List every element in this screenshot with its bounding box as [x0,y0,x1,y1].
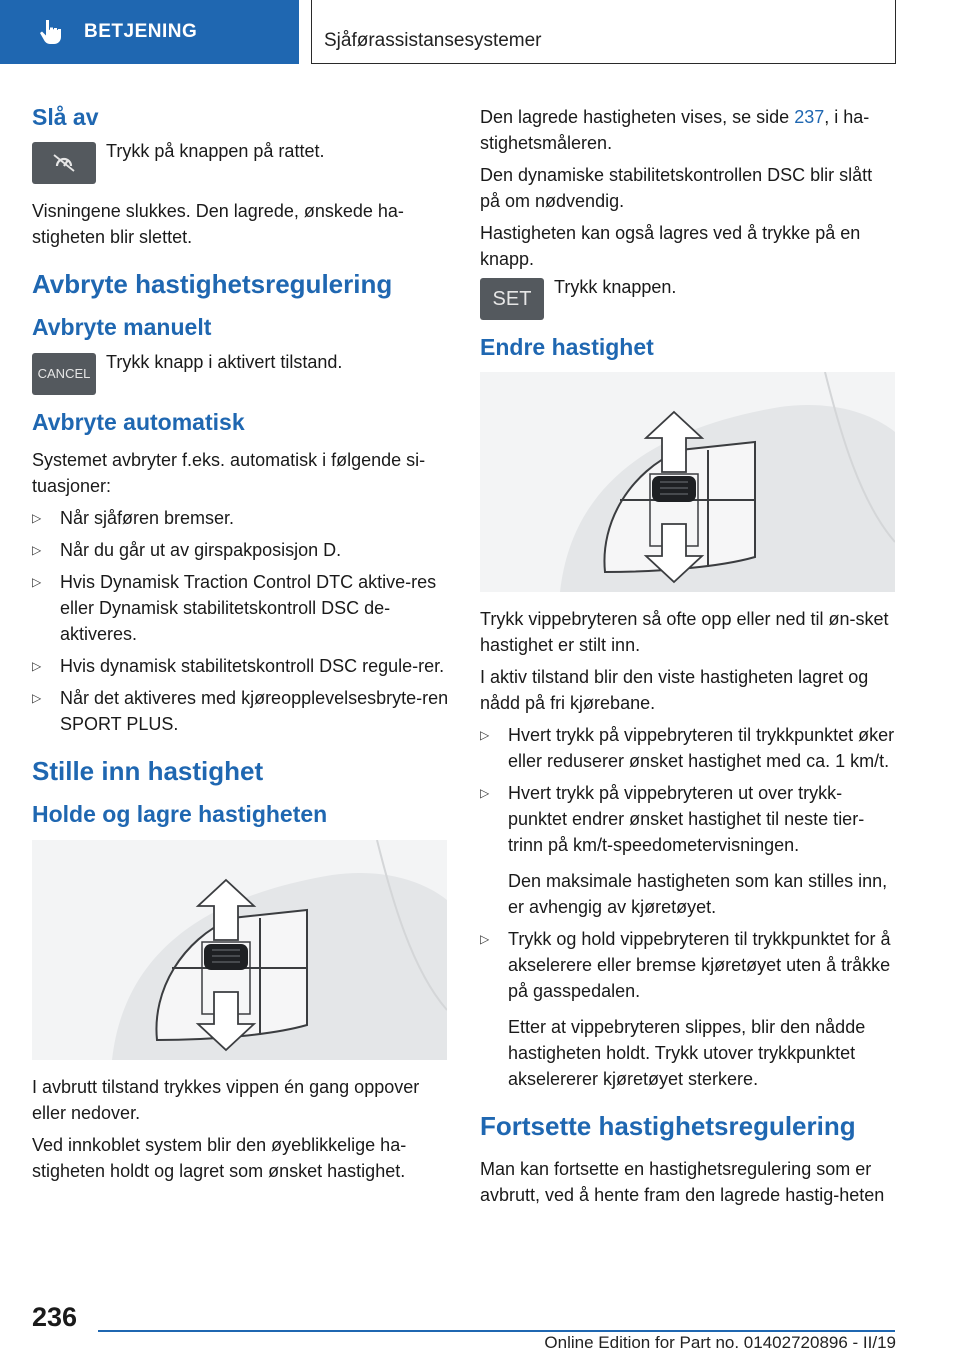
right-column [480,104,897,1214]
steering-wheel-rocker-image [480,372,895,592]
heading-hold-speed: Holde og lagre hastigheten [32,801,328,828]
heading-cancel-manual: Avbryte manuelt [32,314,212,341]
triangle-bullet-icon: ▷ [480,786,490,801]
rocker-switch-illustration [32,840,447,1060]
heading-continue: Fortsette hastighetsregulering [480,1111,856,1142]
list-sub-text: Etter at vippebryteren slippes, blir den nådde hastigheten holdt. Trykk utover trykkpunktet akselererer kjøretøyet sterkere. [508,1017,866,1090]
set-button-row [480,278,897,320]
list-item: ▷ Hvis Dynamisk Traction Control DTC aktive-res eller Dynamisk stabilitetskontroll DSC de-aktiveres. [32,569,449,647]
change-speed-list-2 [480,926,897,1004]
hand-pointer-icon [38,18,64,46]
chapter-title: Sjåførassistansesystemer [324,30,542,51]
triangle-bullet-icon: ▷ [32,511,42,526]
list-item: ▷ Når du går ut av girspakposisjon D. [32,537,449,563]
list-item: ▷ Hvert trykk på vippebryteren ut over trykk-punktet endrer ønsket hastighet til neste tier-trinn på km/t-speedometervisningen. [480,780,897,858]
dsc-text: Den dynamiske stabilitetskontrollen DSC blir slått på om nødvendig. [480,165,873,211]
store-text: Hastigheten kan også lagres ved å trykke på en knapp. [480,223,861,269]
left-column [32,104,449,1190]
cruise-control-button-image [32,142,96,184]
switch-off-instruction: Trykk på knappen på rattet. [106,141,325,162]
continue-text: Man kan fortsette en hastighetsregulering som er avbrutt, ved å hente fram den lagrede hastig-heten [480,1159,885,1206]
set-button-image: SET [480,278,544,320]
rocker-switch-illustration-2 [480,372,895,592]
cancel-auto-list [32,505,449,737]
triangle-bullet-icon: ▷ [480,932,490,947]
heading-cancel: Avbryte hastighetsregulering [32,269,393,300]
steering-wheel-rocker-image [32,840,447,1060]
triangle-bullet-icon: ▷ [32,575,42,590]
cancel-button-row [32,353,449,395]
list-item: ▷ Hvert trykk på vippebryteren til trykkpunktet øker eller reduserer ønsket hastighet med ca. 1 km/t. [480,722,897,774]
hold-speed-p2: Ved innkoblet system blir den øyeblikkelige ha-stigheten holdt og lagret som ønsket hastighet. [32,1134,407,1181]
edition-text: Online Edition for Part no. 01402720896 - II/19 [544,1333,896,1352]
heading-switch-off: Slå av [32,104,99,130]
heading-cancel-auto: Avbryte automatisk [32,408,245,435]
list-item: ▷ Når sjåføren bremser. [32,505,449,531]
saved-speed-text: Den lagrede hastigheten vises, se side 237, i ha-stighetsmåleren. [480,107,870,153]
switch-off-body: Visningene slukkes. Den lagrede, ønskede ha-stigheten blir slettet. [32,201,404,248]
cruise-control-icon [51,152,77,174]
page-number: 236 [32,1302,78,1332]
section-tab[interactable] [0,0,299,64]
list-item: ▷ Trykk og hold vippebryteren til trykkpunktet for å akselerere eller bremse kjøretøyet uten å tråkke på gasspedalen. [480,926,897,1004]
list-item: ▷ Når det aktiveres med kjøreopplevelsesbryte-ren SPORT PLUS. [32,685,449,737]
set-instruction: Trykk knappen. [554,277,677,297]
change-speed-list [480,722,897,858]
chapter-header [311,0,896,64]
cancel-button-image: CANCEL [32,353,96,395]
cancel-auto-intro: Systemet avbryter f.eks. automatisk i følgende si-tuasjoner: [32,450,426,497]
triangle-bullet-icon: ▷ [32,659,42,674]
change-speed-p2: I aktiv tilstand blir den viste hastigheten lagret og nådd på fri kjørebane. [480,667,869,714]
heading-set-speed: Stille inn hastighet [32,756,264,787]
section-label: BETJENING [84,21,198,42]
heading-change-speed: Endre hastighet [480,334,654,360]
cancel-instruction: Trykk knapp i aktivert tilstand. [106,351,343,372]
triangle-bullet-icon: ▷ [32,691,42,706]
steering-button-row [32,142,449,184]
page-link[interactable]: 237 [794,107,825,127]
triangle-bullet-icon: ▷ [480,728,490,743]
triangle-bullet-icon: ▷ [32,543,42,558]
footer-rule [98,1330,895,1332]
change-speed-p1: Trykk vippebryteren så ofte opp eller ned til øn-sket hastighet er stilt inn. [480,609,889,656]
hold-speed-p1: I avbrutt tilstand trykkes vippen én gang oppover eller nedover. [32,1076,420,1123]
list-item: ▷ Hvis dynamisk stabilitetskontroll DSC regule-rer. [32,653,449,679]
list-sub-text: Den maksimale hastigheten som kan stilles inn, er avhengig av kjøretøyet. [508,871,888,918]
